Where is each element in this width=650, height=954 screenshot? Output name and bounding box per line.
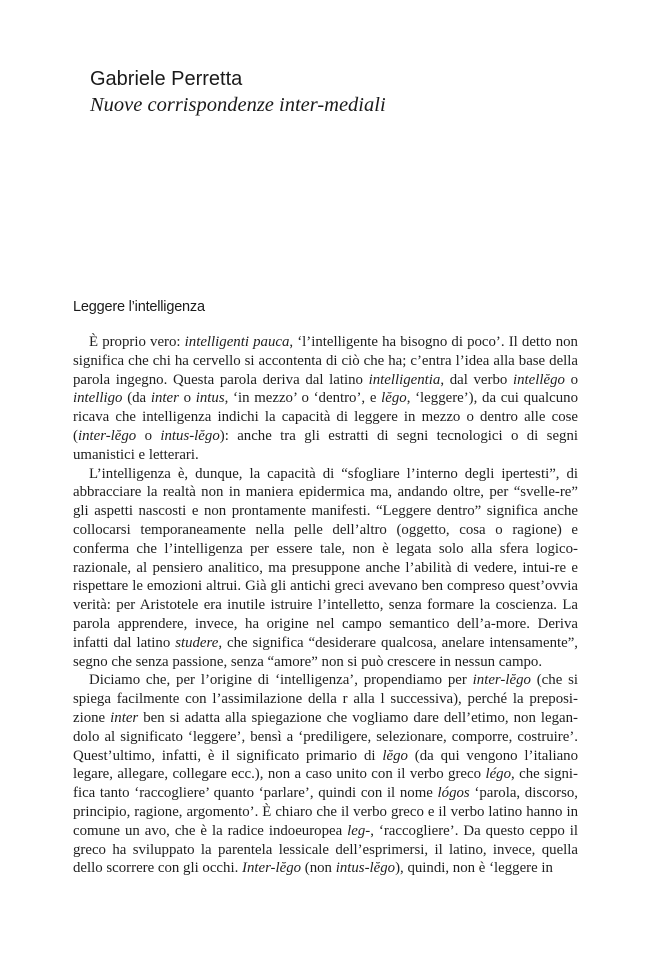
paragraph [73, 465, 578, 672]
italic-term: lógos [437, 785, 470, 802]
paragraph [73, 333, 578, 465]
italic-term: intelligentia [368, 371, 441, 388]
text-run: , che signi-fica tanto ‘raccogliere’ quanto ‘parlare’, quindi con il nome [73, 766, 578, 802]
text-run: , che significa “desiderare qualcosa, anelare intensamente”, segno che senza passione, senza “amore” non si può crescere in nessun campo. [73, 634, 579, 670]
text-run: L’intelligenza è, dunque, la capacità di “sfogliare l’interno degli ipertesti”, di abbracciare la realtà non in maniera epidermica ma, andando oltre, per “svelle-re” gli aspetti nascosti e non prontamente manifesti. “Leggere dentro” significa anche collocarsi temporaneamente nella pelle dell’altro (oggetto, cosa o ragione) e conferma che l’intelligenza per essere tale, non è legata solo alla sfera logico-razionale, al pensiero analitico, ma presuppone anche l’abilità di vedere, intui-re e rispettare le emozioni altrui. Già gli antichi greci avevano ben compreso quest’ovvia verità: per Aristotele era inutile istruire l’intelletto, senza formare la coscienza. La parola apprendere, invece, ha origine nel campo semantico dell’a-more. Deriva infatti dal latino [73, 465, 578, 651]
text-run: ), quindi, non è ‘leggere in [395, 860, 553, 877]
text-run: o [564, 371, 579, 388]
text-run: ben si adatta alla spiegazione che vogliamo dare dell’etimo, non legan-dolo al significato ‘leggere’, bensì a ‘prediligere, selezionare, comporre, costruire’. Quest’ultimo, infatti, è il significato primario di [73, 709, 579, 764]
text-run: , ‘raccogliere’. Da questo ceppo il greco ha sviluppato la parentela lessicale dell’esprimersi, il latino, invece, quella dello scorrere con gli occhi. [73, 822, 578, 877]
text-run: o [136, 427, 161, 444]
italic-term: intus-lĕgo [335, 860, 396, 877]
text-run: , dal verbo [440, 371, 513, 388]
italic-term: lĕgo [381, 390, 407, 407]
text-run: ): anche tra gli estratti di segni tecnologici o di segni umanistici e letterari. [73, 427, 578, 463]
text-run: , ‘l’intelligente ha bisogno di poco’. Il detto non significa che chi ha cervello si accontenta di ciò che ha; c’entra l’idea alla base della parola ingegno. Questa parola deriva dal latino [73, 334, 578, 388]
italic-term: intus-lĕgo [160, 427, 220, 444]
italic-term: intellĕgo [512, 371, 565, 388]
italic-term: inter-lĕgo [472, 672, 531, 689]
text-run: Diciamo che, per l’origine di ‘intelligenza’, propendiamo per [89, 672, 473, 689]
text-run: (non [301, 860, 336, 877]
text-run: (da qui vengono l’italiano legare, allegare, collegare ecc.), non a caso unito con il verbo greco [73, 747, 578, 783]
text-run: (che si spiega facilmente con l’assimilazione della r alla l successiva), perché la preposi-zione [73, 672, 578, 726]
text-run: o [178, 390, 196, 407]
text-run: , ‘in mezzo’ o ‘dentro’, e [224, 390, 382, 407]
italic-term: Inter-lĕgo [242, 860, 302, 877]
text-run: È proprio vero: [89, 334, 185, 350]
text-run: , ‘leggere’), da cui qualcuno ricava che intelligenza indichi la capacità di leggere in mezzo o dentro alle cose ( [73, 390, 578, 444]
italic-term: légo [485, 766, 512, 783]
italic-term: intelligenti pauca [184, 334, 290, 350]
italic-term: inter [110, 709, 139, 726]
text-run: (da [122, 390, 151, 407]
italic-term: studere [175, 634, 219, 651]
author-name: Gabriele Perretta [90, 68, 243, 90]
italic-term: leg- [347, 822, 371, 839]
paragraph [73, 671, 578, 878]
section-heading: Leggere l’intelligenza [73, 299, 205, 315]
text-run: ‘parola, discorso, principio, ragione, argomento’. È chiaro che il verbo greco e il verbo latino hanno in comune un avo, che è la radice indoeuropea [73, 785, 578, 839]
italic-term: intus [195, 390, 225, 407]
italic-term: intelligo [73, 390, 123, 407]
body-text [73, 333, 578, 878]
italic-term: lĕgo [382, 747, 408, 764]
italic-term: inter [150, 390, 179, 407]
italic-term: inter-lĕgo [77, 427, 137, 444]
book-title: Nuove corrispondenze inter-mediali [90, 94, 386, 116]
